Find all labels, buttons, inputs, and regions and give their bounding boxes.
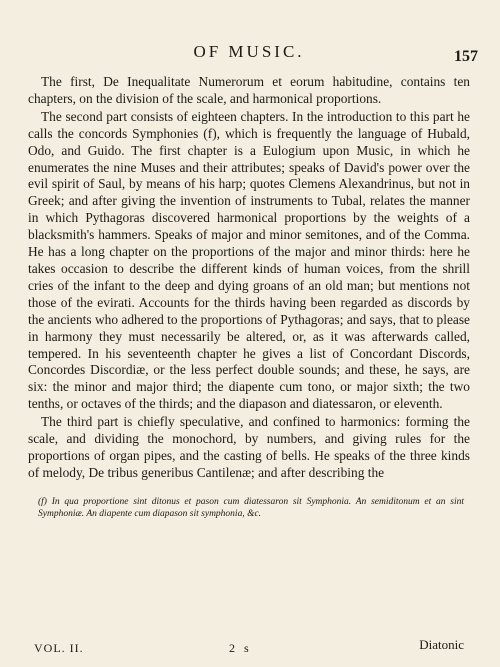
catchword: Diatonic <box>419 637 464 652</box>
volume-label: VOL. II. <box>34 641 84 655</box>
body-text <box>28 74 470 482</box>
footnote: (f) In qua proportione sint ditonus et pason cum diatessaron sit Symphonia. An semiditonum et an sint Symphoniæ. An diapente cum diapason sit symphonia, &c. <box>38 496 464 519</box>
paragraph-third-part: The third part is chiefly speculative, and confined to harmonics: forming the scale, and dividing the monochord, by numbers, and giving rules for the proportions of organ pipes, and the casting of bells. He speaks of the three kinds of melody, De tribus generibus Cantilenæ; and after describing the <box>28 414 470 480</box>
signature-line <box>34 637 464 657</box>
running-head <box>28 40 478 68</box>
paragraph-second-part: The second part consists of eighteen chapters. In the introduction to this part he calls the concords Symphonies (f), which is frequently the language of Hubald, Odo, and Guido. The first chapter is a Eulogium upon Music, in which he enumerates the nine Muses and their attributes; speaks of David's power over the evil spirit of Saul, by means of his harp; quotes Clemens Alexandrinus, but not in Greek; and after giving the invention of instruments to Tubal, relates the manner in which Pythagoras discovered harmonical proportions by the weights of a blacksmith's hammers. Speaks of major and minor semitones, and of the Comma. He has a long chapter on the proportions of the major and minor thirds: here he takes occasion to describe the different kinds of human voices, from the shrill cries of the infant to the deep and dying groans of an old man; but mentions not those of the evirati. Accounts for the thirds having been regarded as discords by the ancients who adhered to the proportions of Pythagoras; and says, that to please in harmony they must necessarily be altered, or, as it was afterwards called, tempered. In his seventeenth chapter he gives a list of Concordant Discords, Concordes Discordiæ, or the less perfect double sounds; and these, he says, are six: the minor and major third; the diapente cum tono, or major sixth; the two tenths, or octaves of the thirds; and the diapason and diatessaron, or eleventh. <box>28 108 470 412</box>
running-title: OF MUSIC. <box>193 42 305 61</box>
paragraph-first-part: The first, De Inequalitate Numerorum et eorum habitudine, contains ten chapters, on the division of the scale, and harmonical proportions. <box>28 74 470 106</box>
signature-mark: 2 s <box>229 641 252 655</box>
page-number: 157 <box>454 48 478 65</box>
